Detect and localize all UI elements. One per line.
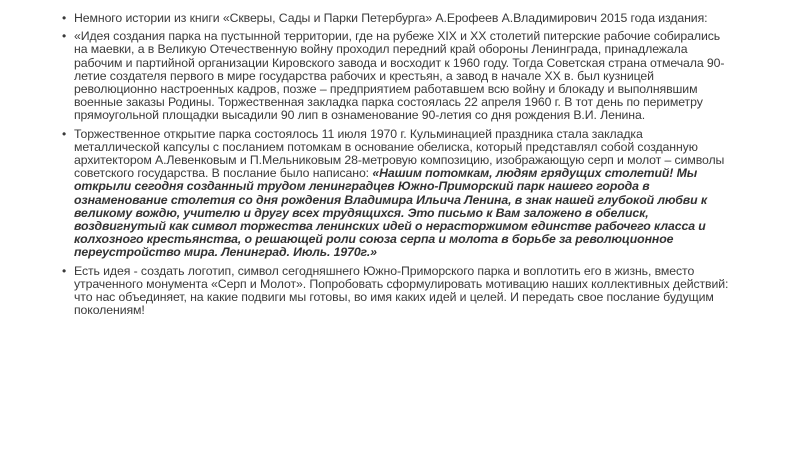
bullet-intro xyxy=(62,12,730,25)
opening-text: Торжественное открытие парка состоялось 11 июля 1970 г. Кульминацией праздника стала закладка металлической капсулы с посланием потомкам в основание обелиска, который представлял собой созданную архитектором А.Левенковым и П.Мельниковым 28-метровую композицию, изображающую серп и молот – символы советского государства. В послание было написано: xyxy=(74,126,725,181)
bullet-park-history xyxy=(62,30,730,122)
bullet-list xyxy=(62,12,730,317)
idea-text: Есть идея - создать логотип, символ сегодняшнего Южно-Приморского парка и воплотить его в жизнь, вместо утраченного монумента «Серп и Молот». Попробовать сформулировать мотивацию наших коллективных действий: что нас объединяет, на какие подвиги мы готовы, во имя каких идей и целей. И передать свое послание будущим поколениям! xyxy=(74,263,729,318)
intro-text: Немного истории из книги «Скверы, Сады и Парки Петербурга» А.Ерофеев А.Владимирович 2015 года издания: xyxy=(74,11,708,25)
bullet-opening xyxy=(62,128,730,260)
park-history-text: «Идея создания парка на пустынной территории, где на рубеже XIX и XX столетий питерские рабочие собирались на маевки, а в Великую Отечественную войну проходил передний край обороны Ленинграда, принадлежала рабочим и партийной организации Кировского завода и восходит к 1960 году. Тогда Советская страна отмечала 90-летие создателя первого в мире государства рабочих и крестьян, а завод в начале XX в. был кузницей революционно настроенных кадров, позже – предприятием работавшем всю войну и блокаду и выполнявшим военные заказы Родины. Торжественная закладка парка состоялась 22 апреля 1960 г. В тот день по периметру прямоугольной площадки высадили 90 лип в ознаменование 90-летия со дня рождения В.И. Ленина. xyxy=(74,29,725,123)
bullet-idea xyxy=(62,265,730,318)
capsule-message-quote: «Нашим потомкам, людям грядущих столетий! Мы открыли сегодня созданный трудом ленинградцев Южно-Приморский парк нашего города в ознаменование столетия со дня рождения Владимира Ильича Ленина, в знак нашей глубокой любви к великому вождю, учителю и другу всех трудящихся. Это письмо к Вам заложено в обелиск, воздвигнутый как символ торжества ленинских идей о нерасторжимом единстве рабочего класса и колхозного крестьянства, о решающей роли союза серпа и молота в борьбе за революционное переустройство мира. Ленинград. Июль. 1970г.» xyxy=(74,166,707,260)
